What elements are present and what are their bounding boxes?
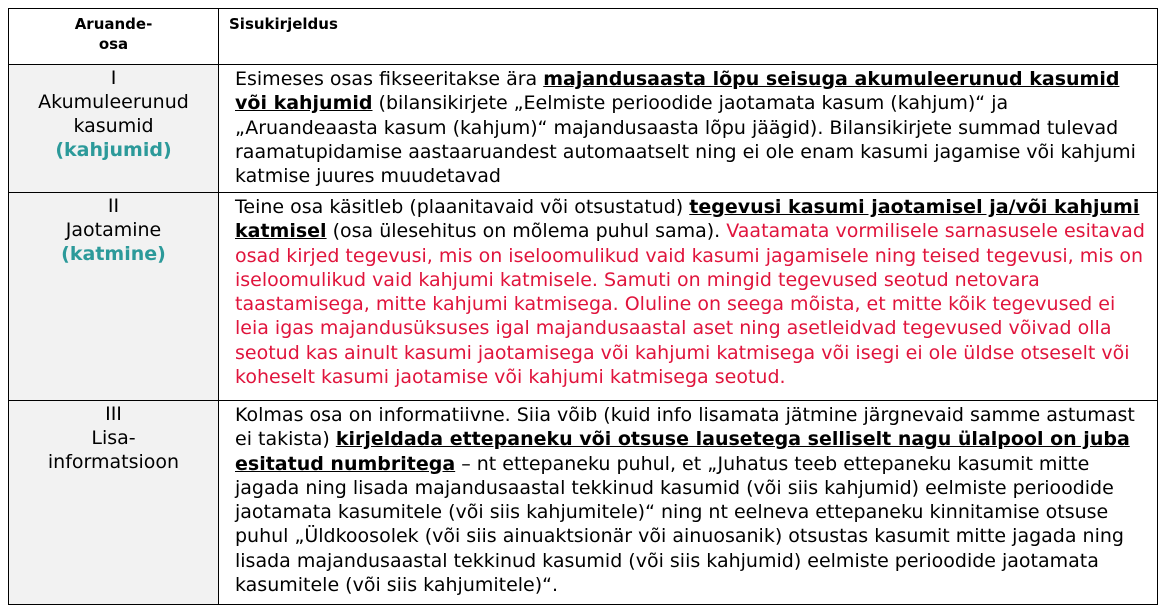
description-cell: [219, 401, 1158, 605]
description-key-phrase: majandusaasta lõpu seisuga akumuleerunud kasumid või kahjumid: [235, 68, 1120, 115]
description-warning-text: Vaatamata vormilisele sarnasusele esitavad osad kirjed tegevusi, mis on iseloomulikud vaid kasumi jagamisele ning teised tegevusi, mis on iseloomulikud vaid kahjumi katmisele. Samuti on mingid tegevused seotud netovara taastamisega, mitte kahjumi katmisega. Oluline on seega mõista, et mitte kõik tegevused ei leia igas majandusüksuses igal majandusaastal aset ning asetleidvad tegevused võivad olla seotud kas ainult kasumi jaotamisega või kahjumi katmisega või isegi ei ole üldse otseselt või koheselt kasumi jaotamise või kahjumi katmisega seotud.: [235, 220, 1145, 389]
section-number: I: [110, 67, 117, 89]
section-number: III: [105, 403, 122, 425]
header-section-label: Aruande-: [74, 15, 153, 33]
description-text: (bilansikirjete „Eelmiste perioodide jaotamata kasum (kahjum)“ ja „Aruandeaasta kasum (kahjum)“ majandusaasta lõpu jäägid). Bilansikirjete summad tulevad raamatupidamise aastaaruandest automaatselt ning ei ole enam kasumi jagamise või kahjumi katmise juures muudetavad: [235, 92, 1136, 188]
description-key-phrase: kirjeldada ettepaneku või otsuse lausetega selliselt nagu ülalpool on juba esitatud numbritega: [235, 428, 1130, 475]
section-cell: [9, 193, 219, 401]
section-name: Lisa-: [91, 427, 136, 449]
section-number: II: [107, 195, 120, 217]
header-section-label-2: osa: [98, 35, 129, 53]
description-cell: [219, 193, 1158, 401]
description-cell: [219, 65, 1158, 193]
section-cell: [9, 65, 219, 193]
description-text: Kolmas osa on informatiivne. Siia võib (kuid info lisamata jätmine järgnevaid samme astumast ei takista): [235, 404, 1135, 451]
table-row: [9, 65, 1158, 193]
description-text: Esimeses osas fikseeritakse ära: [235, 68, 544, 90]
section-name-accent: (katmine): [61, 243, 166, 265]
description-text: (osa ülesehitus on mõlema puhul sama).: [326, 220, 727, 243]
header-row: [9, 9, 1158, 65]
table-row: [9, 401, 1158, 605]
description-text: – nt ettepaneku puhul, et „Juhatus teeb ettepaneku kasumit mitte jagada ning lisada majandusaastal tekkinud kasumid (või siis kahjumid) eelmiste perioodide jaotamata kasumitele (või siis kahjumitele)“ ning nt eelneva ettepaneku kinnitamise otsuse puhul „Üldkoosolek (või siis ainuaktsionär või ainuosanik) otsustas kasumit mitte jagada ning lisada majandusaastal tekkinud kasumid (või siis kahjumid) eelmiste perioodide jaotamata kasumitele (või siis kahjumitele)“.: [235, 452, 1124, 597]
header-description-cell: [219, 9, 1158, 65]
section-cell: [9, 401, 219, 605]
header-section-cell: [9, 9, 219, 65]
description-key-phrase: tegevusi kasumi jaotamisel ja/või kahjumi katmisel: [235, 196, 1140, 243]
section-name-accent: (kahjumid): [55, 139, 172, 161]
table-row: [9, 193, 1158, 401]
description-text: Teine osa käsitleb (plaanitavaid või otsustatud): [235, 196, 690, 218]
section-name: Jaotamine: [65, 219, 162, 241]
section-name: Akumuleerunud: [38, 91, 189, 113]
report-table: [8, 8, 1158, 605]
section-name-2: kasumid: [73, 115, 154, 137]
section-name-2: informatsioon: [47, 451, 180, 473]
header-description-label: Sisukirjeldus: [229, 15, 338, 33]
